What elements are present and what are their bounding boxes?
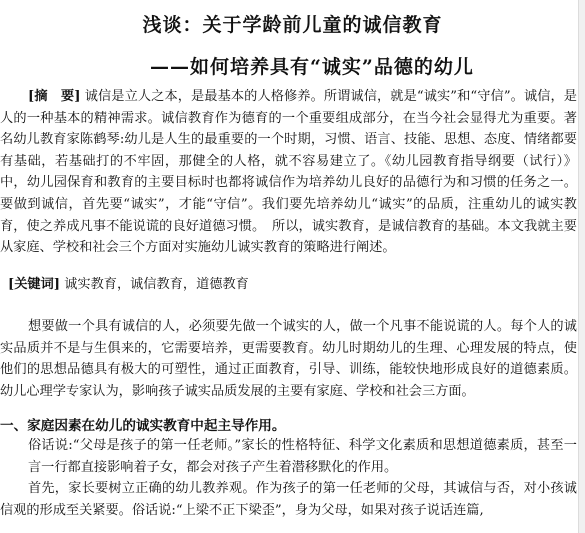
keywords-text: 诚实教育，诚信教育，道德教育 (64, 277, 249, 292)
abstract-text: 诚信是立人之本，是最基本的人格修养。所谓诚信，就是“诚实”和“守信”。诚信，是人的一种基本的精神需求。诚信教育作为德育的一个重要组成部分，在当今社会显得尤为重要。著名幼儿教育家陈鹤琴:幼儿是人生的最重要的一个时期，习惯、语言、技能、思想、态度、情绪都要有基础，若基础打的不牢固，那健全的人格，就不容易建立了。《幼儿园教育指导纲要（试行）》中，幼儿园保育和教育的主要目标时也都将诚信作为培养幼儿良好的品德行为和习惯的任务之一。要做到诚信，首先要“诚实”，才能“守信”。我们要先培养幼儿“诚实”的品质，注重幼儿的诚实教育，使之养成凡事不能说谎的良好道德习惯。 所以，诚实教育，是诚信教育的基础。本文我就主要从家庭、学校和社会三个方面对实施幼儿诚实教育的策略进行阐述。 (0, 89, 577, 256)
keywords-label: [关键词] (8, 277, 61, 292)
scrollbar-edge[interactable] (578, 0, 585, 533)
abstract-paragraph (0, 86, 577, 259)
section-body (0, 435, 577, 521)
keywords-line (0, 274, 585, 296)
document-title: 浅谈：关于学龄前儿童的诚信教育 (142, 14, 443, 36)
section-heading: 一、家庭因素在幼儿的诚实教育中起主导作用。 (0, 418, 286, 434)
abstract-label: [摘 要] (28, 89, 81, 104)
section-paragraph-1: 俗话说:“父母是孩子的第一任老师。”家长的性格特征、科学文化素质和思想道德素质，甚至一言一行都直接影响着子女，都会对孩子产生着潜移默化的作用。 (28, 438, 577, 475)
document-subtitle: ——如何培养具有“诚实”品德的幼儿 (150, 56, 474, 78)
intro-paragraph: 想要做一个具有诚信的人，必须要先做一个诚实的人，做一个凡事不能说谎的人。每个人的诚实品质并不是与生俱来的，它需要培养，更需要教育。幼儿时期幼儿的生理、心理发展的特点，使他们的思想品德具有极大的可塑性，通过正面教育，引导、训练，能较快地形成良好的道德素质。幼儿心理学专家认为，影响孩子诚实品质发展的主要有家庭、学校和社会三方面。 (0, 319, 577, 399)
section-paragraph-2: 首先，家长要树立正确的幼儿教养观。作为孩子的第一任老师的父母，其诚信与否，对小孩诚信观的形成至关紧要。俗话说:“上梁不正下梁歪”，身为父母，如果对孩子说话连篇, (0, 481, 577, 518)
